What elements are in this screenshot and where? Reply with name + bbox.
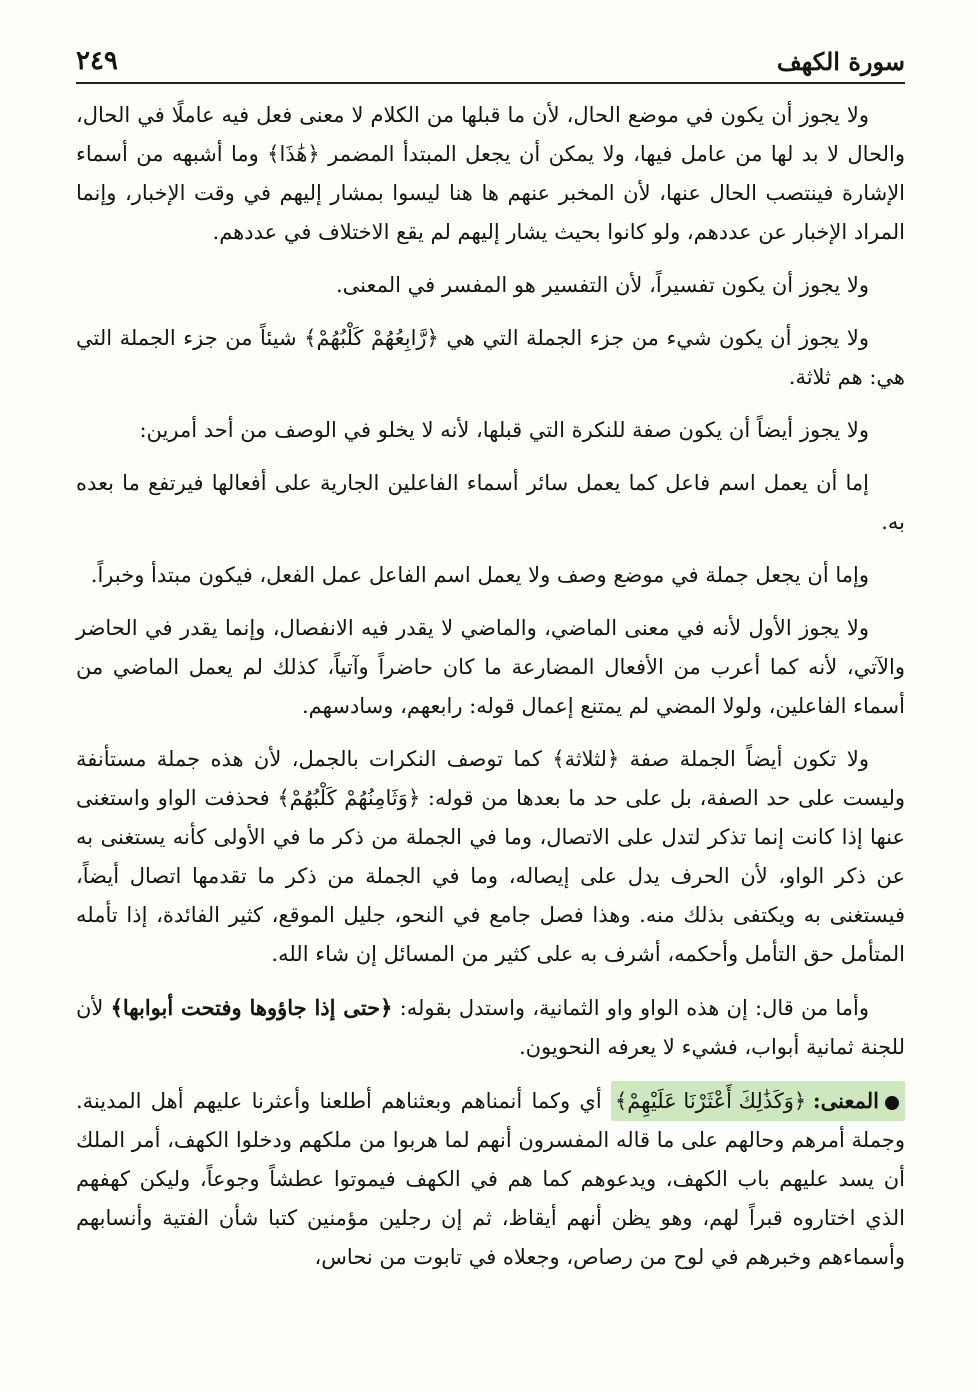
paragraph: ولا يجوز الأول لأنه في معنى الماضي، والماضي لا يقدر فيه الانفصال، وإنما يقدر في الحاضر والآتي، لأنه كما أعرب من الأفعال المضارعة ما كان حاضراً وآتياً، كذلك لم يعمل الماضي من أسماء الفاعلين، ولولا المضي لم يمتنع إعمال قوله: رابعهم، وسادسهم. (76, 616, 905, 718)
paragraph-text: لأن للجنة ثمانية أبواب، فشيء لا يعرفه النحويون. (76, 996, 905, 1059)
paragraph: ولا يجوز أن يكون في موضع الحال، لأن ما قبلها من الكلام لا معنى فعل فيه عاملًا في الحال، والحال لا بد لها من عامل فيها، ولا يمكن أن يجعل المبتدأ المضمر ﴿هَٰذَا﴾ وما أشبهه من أسماء الإشارة فينتصب الحال عنها، لأن المخبر عنهم ها هنا ليسوا بمشار إليهم في وقت الإخبار، وإنما المراد الإخبار عن عددهم، ولو كانوا بحيث يشار إليهم لم يقع الاختلاف في عددهم. (76, 103, 906, 244)
header-divider (76, 82, 905, 84)
meaning-label: المعنى: (812, 1088, 879, 1113)
verse-quote: ﴿حتى إذا جاؤوها وفتحت أبوابها﴾ (110, 995, 393, 1020)
meaning-highlight (611, 1081, 905, 1121)
surah-title: سورة الكهف (776, 47, 905, 76)
meaning-verse: ﴿وَكَذَٰلِكَ أَعْثَرْنَا عَلَيْهِمْ﴾ (614, 1089, 807, 1113)
paragraph-text: وأما من قال: إن هذه الواو واو الثمانية، واستدل بقوله: (392, 996, 869, 1020)
bullet-icon (885, 1096, 899, 1110)
paragraph: ولا يجوز أيضاً أن يكون صفة للنكرة التي قبلها، لأنه لا يخلو في الوصف من أحد أمرين: (139, 418, 869, 442)
paragraph: ولا يجوز أن يكون تفسيراً، لأن التفسير هو المفسر في المعنى. (335, 273, 869, 297)
paragraph: ولا تكون أيضاً الجملة صفة ﴿لثلاثة﴾ كما توصف النكرات بالجمل، لأن هذه جملة مستأنفة وليست على حد الصفة، بل على حد ما بعدها من قوله: ﴿وَثَامِنُهُمْ كَلْبُهُمْ﴾ فحذفت الواو واستغنى عنها إذا كانت إنما تذكر لتدل على الاتصال، وما في الجملة من ذكر ما في الأولى كأنه يستغنى به عن ذكر الواو، لأن الحرف يدل على إيصاله، وما في الجملة من ذكر ما تقدمها اتصال أيضاً، فيستغنى به ويكتفى بذلك منه. وهذا فصل جامع في النحو، جليل الموقع، كثير الفائدة، إذا تأمله المتأمل حق التأمل وأحكمه، أشرف به على كثير من المسائل إن شاء الله. (76, 747, 905, 966)
meaning-section (76, 1081, 905, 1277)
page-body (76, 96, 905, 1277)
page-header (76, 36, 905, 76)
paragraph: ولا يجوز أن يكون شيء من جزء الجملة التي هي ﴿رَّابِعُهُمْ كَلْبُهُمْ﴾ شيئاً من جزء الجملة التي هي: هم ثلاثة. (76, 326, 905, 389)
paragraph-wawi-thamaniya (76, 988, 905, 1067)
meaning-text: أي وكما أنمناهم وبعثناهم أطلعنا وأعثرنا عليهم أهل المدينة. وجملة أمرهم وحالهم على ما قاله المفسرون أنهم لما هربوا من ملكهم ودخلوا الكهف، أمر الملك أن يسد عليهم باب الكهف، ويدعوهم كما هم في الكهف فيموتوا عطشاً وجوعاً، وليكن كهفهم الذي اختاروه قبراً لهم، وهو يظن أنهم أيقاظ، ثم إن رجلين مؤمنين كتبا شأن الفتية وأنسابهم وأسماءهم وخبرهم في لوح من رصاص، وجعلاه في تابوت من نحاس، (76, 1089, 906, 1269)
page-number: ٢٤٩ (76, 46, 118, 76)
paragraph: وإما أن يجعل جملة في موضع وصف ولا يعمل اسم الفاعل عمل الفعل، فيكون مبتدأ وخبراً. (90, 563, 869, 587)
paragraph: إما أن يعمل اسم فاعل كما يعمل سائر أسماء الفاعلين الجارية على أفعالها فيرتفع ما بعده به. (76, 471, 905, 534)
